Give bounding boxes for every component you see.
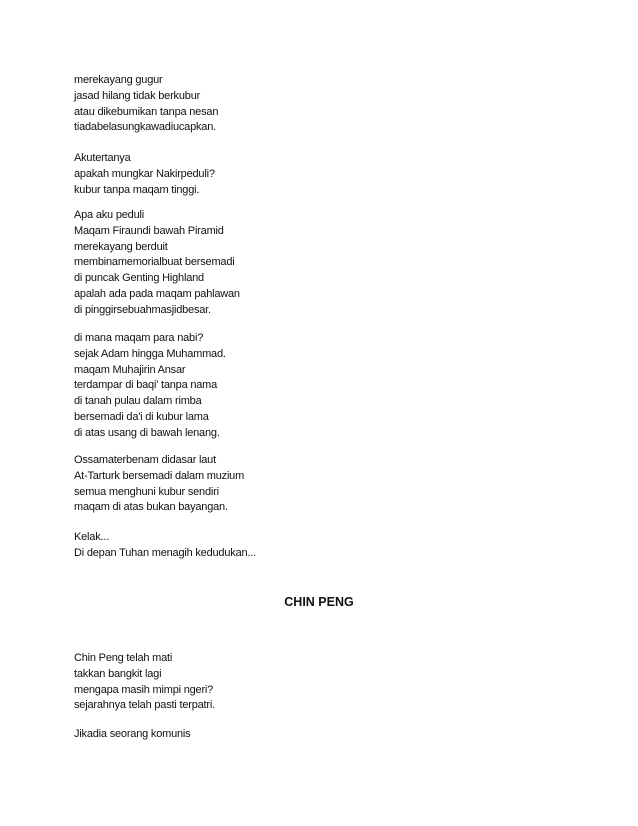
poem-stanza-1 [74,73,494,136]
poem-line: apakah mungkar Nakirpeduli? [74,167,215,180]
poem-line: di atas usang di bawah lenang. [74,426,220,439]
poem-line: At-Tarturk bersemadi dalam muzium [74,469,245,482]
section-title: CHIN PENG [284,595,354,609]
poem-line: semua menghuni kubur sendiri [74,485,219,498]
poem-line: mengapa masih mimpi ngeri? [74,683,214,696]
poem-stanza-3 [74,208,494,319]
poem-line: tiadabelasungkawadiucapkan. [74,121,216,134]
poem-stanza-2 [74,151,494,198]
poem-line: di tanah pulau dalam rimba [74,395,202,408]
poem-line: sejak Adam hingga Muhammad. [74,347,226,360]
poem-line: merekayang berduit [74,240,168,253]
poem-line: maqam Muhajirin Ansar [74,363,186,376]
poem-line: Ossamaterbenam didasar laut [74,454,216,466]
poem-stanza-8 [74,727,494,743]
poem-line: jasad hilang tidak berkubur [74,89,201,102]
poem-line: membinamemorialbuat bersemadi [74,256,235,269]
poem-line: bersemadi da'i di kubur lama [74,410,209,423]
poem-stanza-5 [74,453,494,516]
poem-line: di pinggirsebuahmasjidbesar. [74,303,211,316]
poem-line: merekayang gugur [74,74,163,86]
poem-line: Jikadia seorang komunis [74,728,191,740]
poem-line: takkan bangkit lagi [74,667,162,680]
poem-stanza-7 [74,651,494,714]
poem-line: terdampar di baqi' tanpa nama [74,379,218,392]
poem-line: di mana maqam para nabi? [74,332,204,344]
poem-line: sejarahnya telah pasti terpatri. [74,699,215,712]
poem-line: Di depan Tuhan menagih kedudukan... [74,546,256,559]
poem-line: maqam di atas bukan bayangan. [74,501,228,514]
poem-line: atau dikebumikan tanpa nesan [74,105,219,118]
poem-line: apalah ada pada maqam pahlawan [74,287,240,300]
poem-stanza-4 [74,331,494,442]
poem-line: Akutertanya [74,152,131,164]
poem-line: Kelak... [74,531,110,543]
poem-line: Apa aku peduli [74,209,144,221]
poem-line: Maqam Firaundi bawah Piramid [74,224,224,237]
poem-line: di puncak Genting Highland [74,272,204,285]
poem-stanza-6 [74,530,494,562]
poem-line: kubur tanpa maqam tinggi. [74,183,200,196]
poem-line: Chin Peng telah mati [74,652,173,664]
